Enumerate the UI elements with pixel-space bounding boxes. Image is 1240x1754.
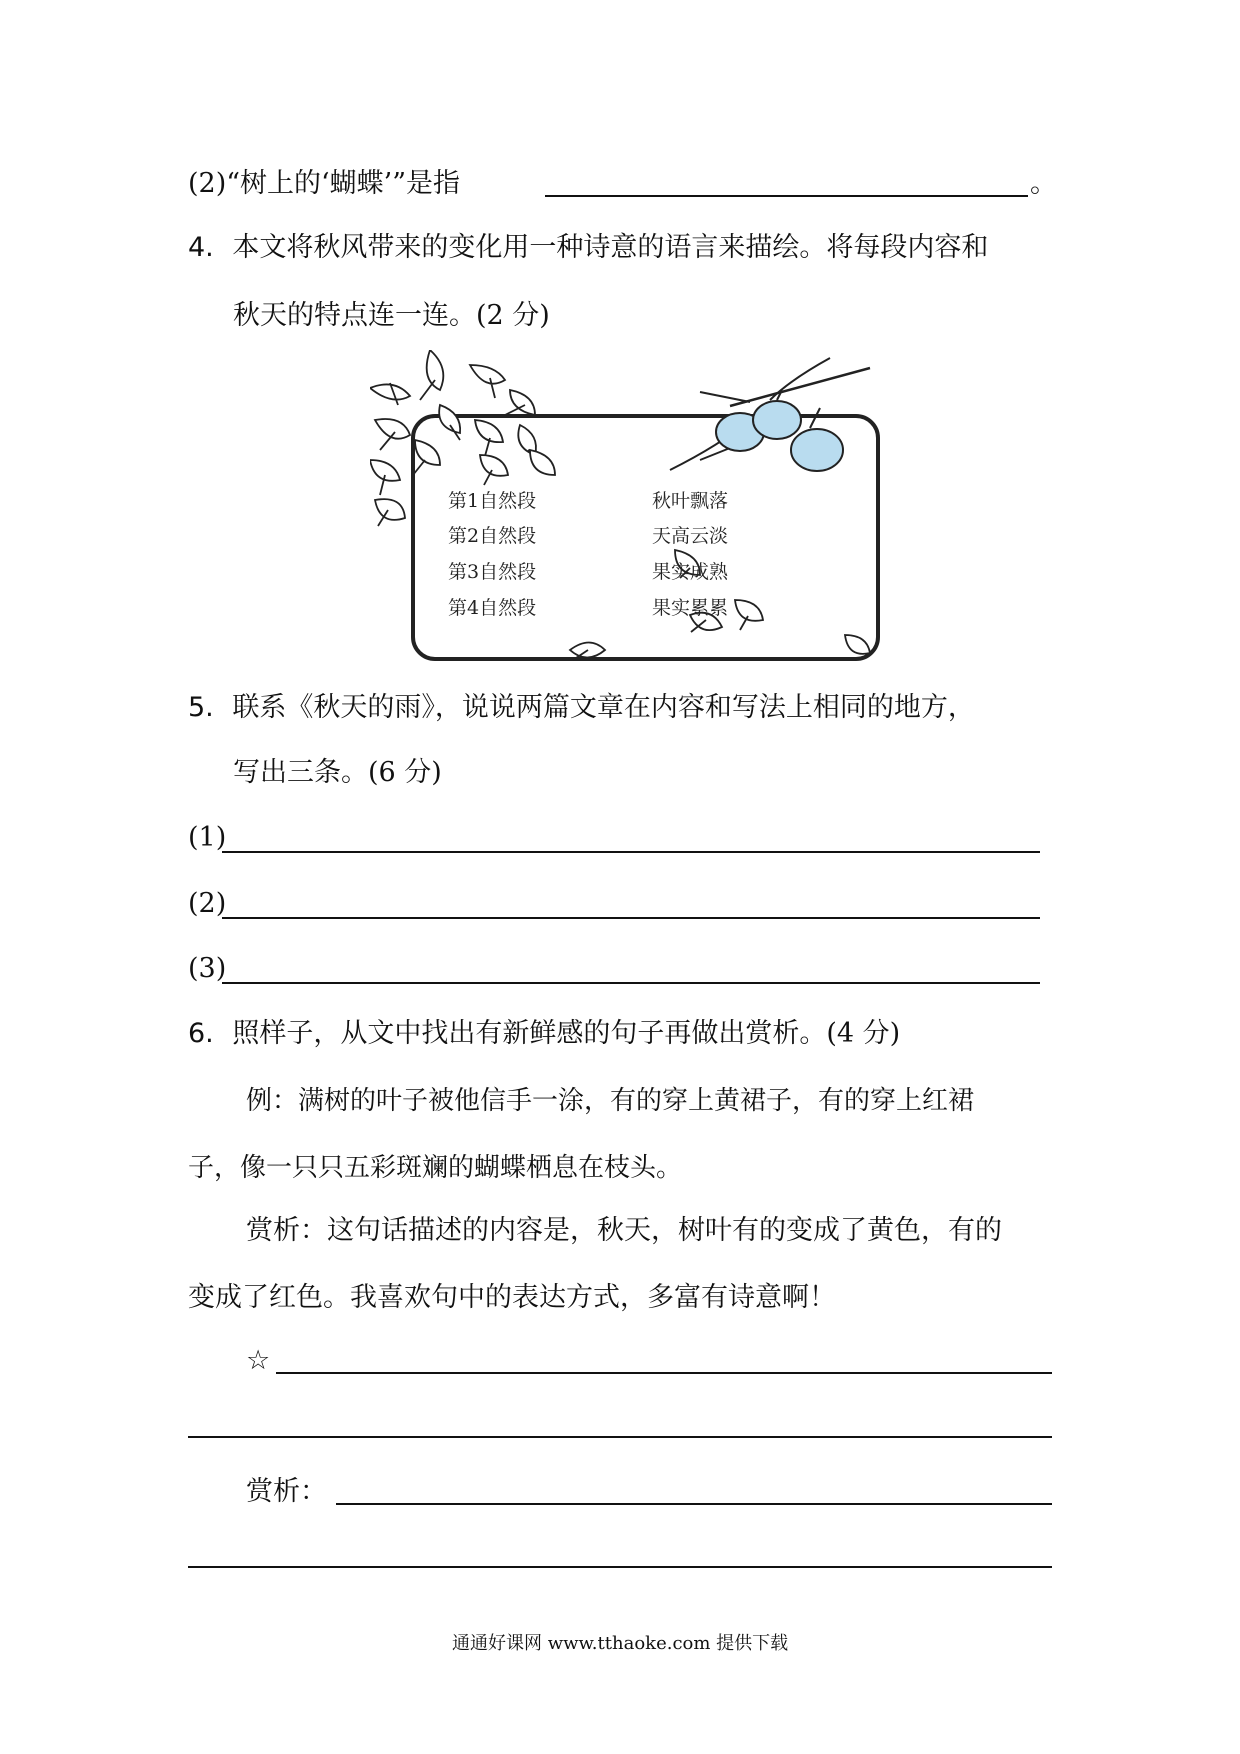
q6-analysis-line-1[interactable] xyxy=(336,1503,1052,1505)
q6-sentence-line-2[interactable] xyxy=(188,1436,1052,1438)
leaf-9 xyxy=(413,440,440,475)
leaf-13 xyxy=(530,450,555,475)
paragraph-item-1[interactable]: 第1自然段 xyxy=(448,490,537,512)
q5-line1 xyxy=(188,690,975,726)
q5-answer-line-1[interactable] xyxy=(222,851,1040,853)
q6-sentence-line-1[interactable] xyxy=(276,1372,1052,1374)
q4-number: 4. xyxy=(188,232,214,263)
q5-answer-line-3[interactable] xyxy=(222,982,1040,984)
q3-part2-suffix: 。 xyxy=(1030,168,1057,199)
q3-part2-prefix: (2) xyxy=(188,168,227,199)
fruit-2 xyxy=(753,401,801,439)
q5-answer-label-2: (2) xyxy=(188,888,227,919)
q6-analysis-line2: 变成了红色。我喜欢句中的表达方式，多富有诗意啊！ xyxy=(188,1282,836,1313)
q5-answer-label-3: (3) xyxy=(188,953,227,984)
leaf-18 xyxy=(845,635,870,654)
fruit-3 xyxy=(791,429,843,471)
q5-line2: 写出三条。(6 分) xyxy=(233,757,442,788)
q5-text-line1: 联系《秋天的雨》，说说两篇文章在内容和写法上相同的地方， xyxy=(232,692,975,723)
q6-analysis-label: 赏析： xyxy=(246,1476,327,1507)
q6-example-line1: 例：满树的叶子被他信手一涂，有的穿上黄裙子，有的穿上红裙 xyxy=(246,1086,975,1116)
leaf-5 xyxy=(375,419,410,450)
branch-main xyxy=(730,368,870,406)
q4-line1 xyxy=(188,230,988,266)
paragraph-item-3[interactable]: 第3自然段 xyxy=(448,561,537,583)
ginkgo-leaves xyxy=(370,350,870,660)
q6-number: 6. xyxy=(188,1018,214,1049)
q6-analysis-line-2[interactable] xyxy=(188,1566,1052,1568)
leaf-12 xyxy=(375,499,405,526)
leaf-3 xyxy=(470,365,505,398)
star-icon: ☆ xyxy=(246,1345,271,1376)
q5-answer-line-2[interactable] xyxy=(222,917,1040,919)
page-footer: 通通好课网 www.tthaoke.com 提供下载 xyxy=(452,1633,789,1654)
q4-line2: 秋天的特点连一连。(2 分) xyxy=(233,300,550,331)
branch-twig-4 xyxy=(700,448,730,460)
q6-line1 xyxy=(188,1016,900,1052)
q6-analysis-line1: 赏析：这句话描述的内容是，秋天，树叶有的变成了黄色，有的 xyxy=(246,1215,1002,1246)
q3-part2-answer-line[interactable] xyxy=(545,195,1028,197)
q6-example-line2: 子，像一只只五彩斑斓的蝴蝶栖息在枝头。 xyxy=(188,1153,683,1183)
q3-part2-text: “树上的‘蝴蝶’”是指 xyxy=(226,168,461,199)
feature-item-1[interactable]: 秋叶飘落 xyxy=(652,490,729,512)
leaf-16 xyxy=(735,600,763,630)
feature-item-2[interactable]: 天高云淡 xyxy=(652,525,729,547)
q6-text-line1: 照样子，从文中找出有新鲜感的句子再做出赏析。(4 分) xyxy=(232,1018,901,1049)
feature-item-3[interactable]: 果实成熟 xyxy=(652,561,729,583)
q3-part2-line xyxy=(188,166,460,202)
leaf-2 xyxy=(420,350,443,400)
leaf-4 xyxy=(505,390,535,415)
leaf-10 xyxy=(370,460,400,495)
autumn-matching-figure xyxy=(370,350,890,670)
leaf-11 xyxy=(480,455,508,485)
leaf-7 xyxy=(475,420,503,456)
paragraph-item-4[interactable]: 第4自然段 xyxy=(448,597,537,619)
feature-item-4[interactable]: 果实累累 xyxy=(652,597,729,619)
paragraph-item-2[interactable]: 第2自然段 xyxy=(448,525,537,547)
q5-number: 5. xyxy=(188,692,214,723)
q4-text-line1: 本文将秋风带来的变化用一种诗意的语言来描绘。将每段内容和 xyxy=(232,232,989,263)
leaf-6 xyxy=(439,405,460,440)
branch-twig-1 xyxy=(700,392,750,402)
q5-answer-label-1: (1) xyxy=(188,822,227,853)
leaf-1 xyxy=(370,383,410,405)
